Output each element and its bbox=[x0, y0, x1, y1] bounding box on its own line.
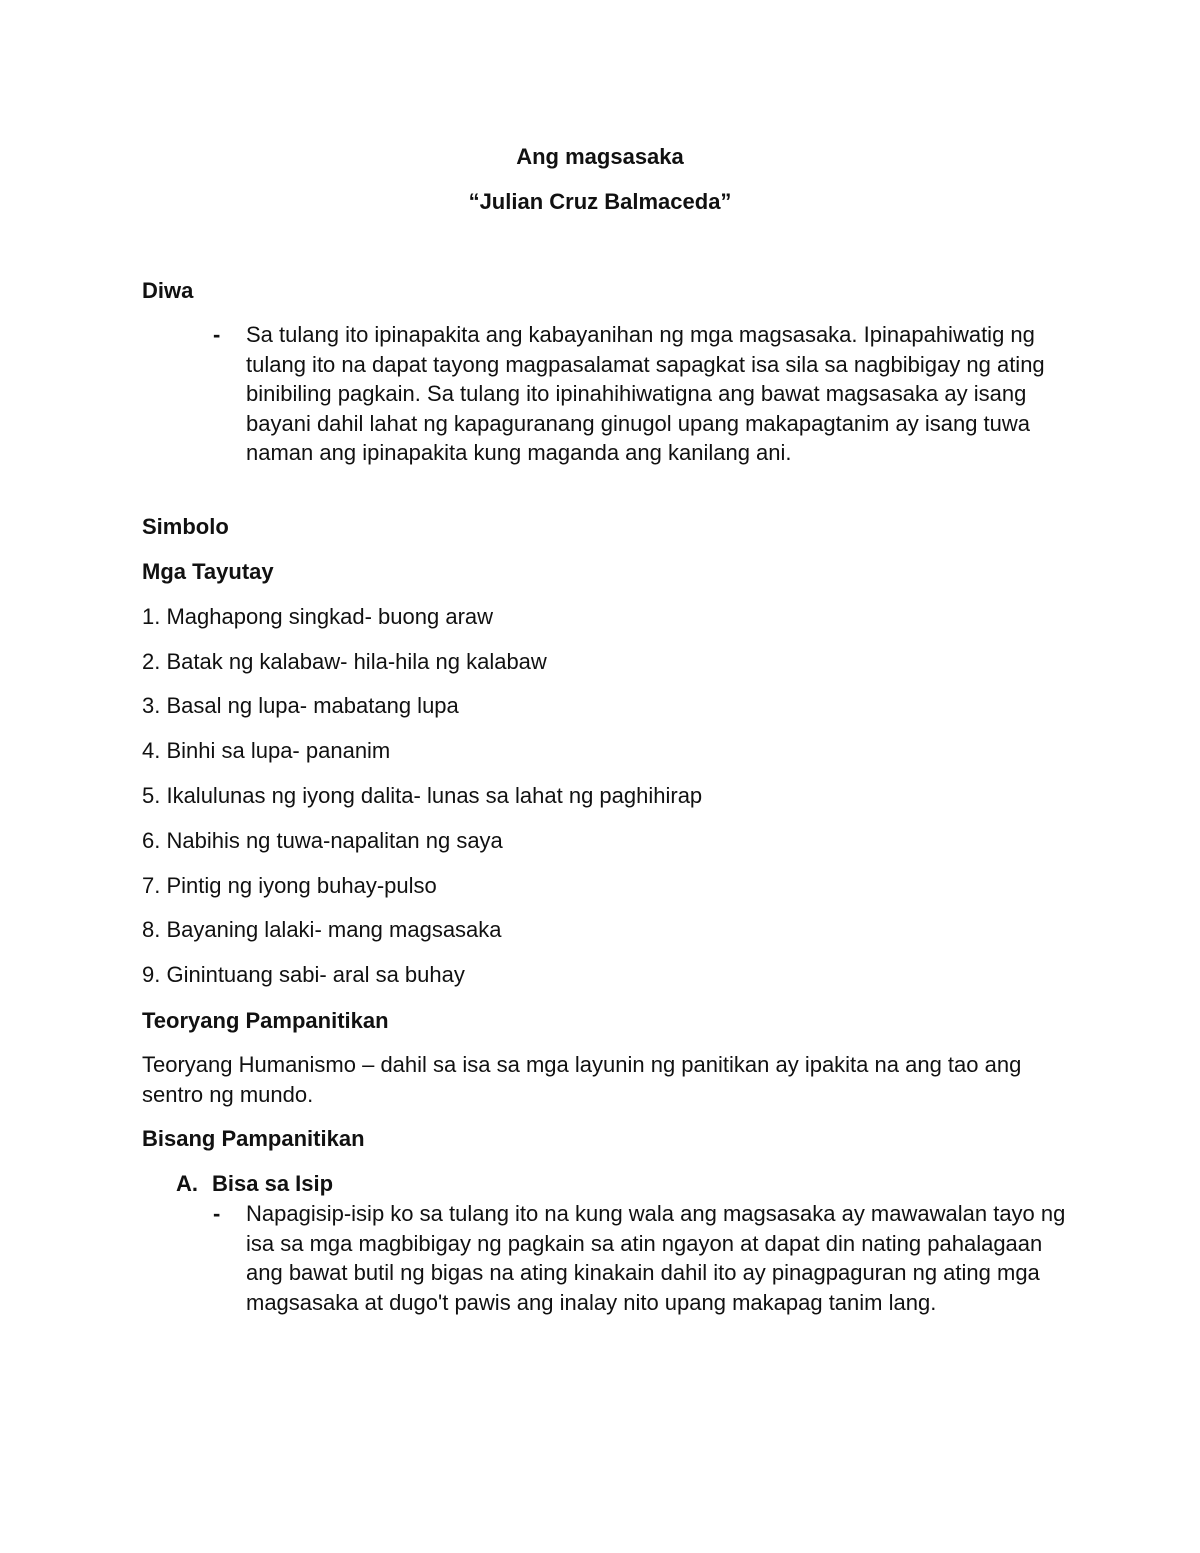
teorya-heading: Teoryang Pampanitikan bbox=[142, 1008, 389, 1033]
tayutay-item: 2. Batak ng kalabaw- hila-hila ng kalabaw bbox=[142, 649, 547, 674]
simbolo-heading: Simbolo bbox=[142, 514, 229, 539]
tayutay-item: 6. Nabihis ng tuwa-napalitan ng saya bbox=[142, 828, 503, 853]
document-title: Ang magsasaka bbox=[516, 144, 684, 169]
bisa-heading: Bisang Pampanitikan bbox=[142, 1126, 365, 1151]
tayutay-item: 3. Basal ng lupa- mabatang lupa bbox=[142, 693, 459, 718]
bisa-sub-heading: Bisa sa Isip bbox=[212, 1171, 334, 1196]
tayutay-item: 7. Pintig ng iyong buhay-pulso bbox=[142, 873, 437, 898]
bisa-paragraph: Napagisip-isip ko sa tulang ito na kung wala ang magsasaka ay mawawalan tayo ng isa sa mga magbibigay ng pagkain sa atin ngayon at dapat din nating pahalagaan ang bawat butil ng bigas na ating kinakain dahil ito ay pinagpaguran ng ating mga magsasaka at dugo't pawis ang inalay nito upang makapag tanim lang. bbox=[246, 1201, 1066, 1315]
diwa-heading: Diwa bbox=[142, 278, 194, 303]
teorya-paragraph: Teoryang Humanismo – dahil sa isa sa mga layunin ng panitikan ay ipakita na ang tao ang sentro ng mundo. bbox=[142, 1052, 1022, 1107]
tayutay-item: 4. Binhi sa lupa- pananim bbox=[142, 738, 391, 763]
tayutay-item: 5. Ikalulunas ng iyong dalita- lunas sa lahat ng paghihirap bbox=[142, 783, 703, 808]
tayutay-item: 9. Ginintuang sabi- aral sa buhay bbox=[142, 962, 465, 987]
tayutay-heading: Mga Tayutay bbox=[142, 559, 274, 584]
tayutay-item: 8. Bayaning lalaki- mang magsasaka bbox=[142, 917, 502, 942]
document-author: “Julian Cruz Balmaceda” bbox=[468, 189, 732, 214]
tayutay-item: 1. Maghapong singkad- buong araw bbox=[142, 604, 494, 629]
bisa-bullet: - bbox=[213, 1201, 221, 1226]
diwa-paragraph: Sa tulang ito ipinapakita ang kabayanihan ng mga magsasaka. Ipinapahiwatig ng tulang ito na dapat tayong magpasalamat sapagkat isa sila sa nagbibigay ng ating binibiling pagkain. Sa tulang ito ipinahihiwatigna ang bawat magsasaka ay isang bayani dahil lahat ng kapaguranang ginugol upang makapagtanim ay isang tuwa naman ang ipinapakita kung maganda ang kanilang ani. bbox=[246, 322, 1045, 465]
diwa-bullet: - bbox=[213, 322, 221, 347]
bisa-sub-marker: A. bbox=[176, 1171, 198, 1196]
